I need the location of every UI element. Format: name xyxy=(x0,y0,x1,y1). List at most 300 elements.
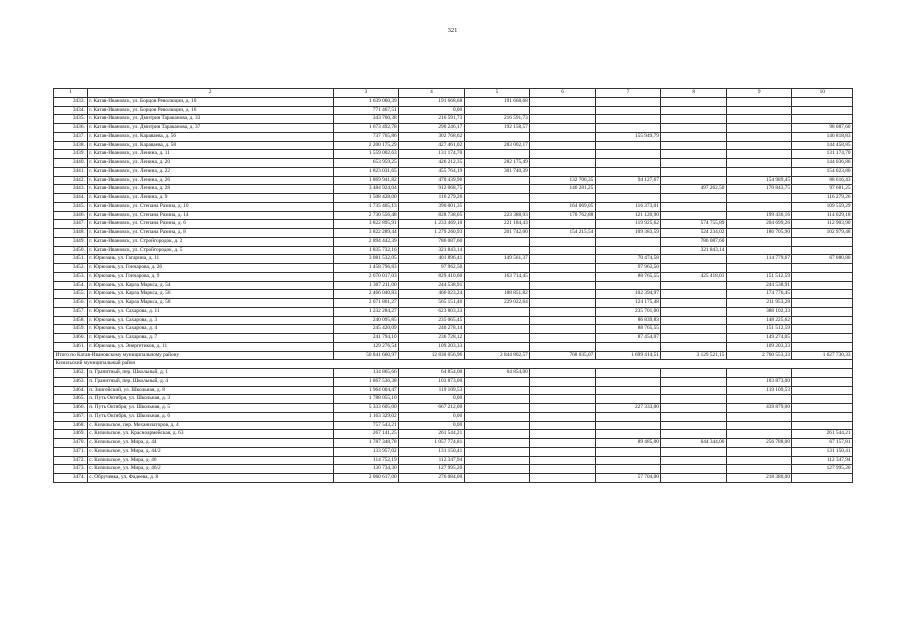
amount-cell xyxy=(661,281,727,290)
amount-cell xyxy=(661,474,727,483)
amount-cell xyxy=(530,325,596,334)
amount-cell xyxy=(661,97,727,106)
amount-cell: 565 151,40 xyxy=(399,299,465,308)
address-cell: г. Юрюзань, ул. Сахарова, д. 11 xyxy=(87,307,333,316)
amount-cell xyxy=(661,211,727,220)
table-row xyxy=(54,290,853,299)
address-cell: г. Катав-Ивановск, ул. Дмитрия Тараканова, д. 33 xyxy=(87,115,333,124)
table-row xyxy=(54,115,853,124)
amount-cell xyxy=(530,194,596,203)
table-row xyxy=(54,272,853,281)
amount-cell xyxy=(726,115,792,124)
amount-cell xyxy=(726,97,792,106)
row-number: 3454. xyxy=(54,281,88,290)
row-number: 3465. xyxy=(54,395,88,404)
amount-cell: 154 989,45 xyxy=(726,176,792,185)
amount-cell xyxy=(661,307,727,316)
amount-cell: 236 728,12 xyxy=(399,334,465,343)
amount-cell: 112 347,94 xyxy=(792,456,853,465)
row-number: 3445. xyxy=(54,202,88,211)
amount-cell: 131 150,41 xyxy=(399,447,465,456)
amount-cell: 1 735 405,13 xyxy=(333,202,399,211)
amount-cell: 283 002,17 xyxy=(464,141,530,150)
amount-cell xyxy=(792,290,853,299)
amount-cell: 2 670 017,03 xyxy=(333,272,399,281)
amount-cell: 1 869 941,82 xyxy=(333,176,399,185)
amount-cell: 67 080,80 xyxy=(792,255,853,264)
amount-cell: 425 418,01 xyxy=(661,272,727,281)
amount-cell: 116 373,01 xyxy=(595,202,661,211)
address-cell: г. Катав-Ивановск, ул. Караваева, д. 56 xyxy=(87,132,333,141)
amount-cell xyxy=(595,185,661,194)
amount-cell: 321 843,14 xyxy=(399,246,465,255)
table-row xyxy=(54,281,853,290)
address-cell: г. Катав-Ивановск, ул. Степана Разина, д. 8 xyxy=(87,229,333,238)
row-number: 3439. xyxy=(54,150,88,159)
amount-cell xyxy=(792,386,853,395)
address-cell: г. Катав-Ивановск, ул. Караваева, д. 58 xyxy=(87,141,333,150)
amount-cell: 97 962,50 xyxy=(399,264,465,273)
amount-cell xyxy=(464,176,530,185)
row-number: 3452. xyxy=(54,264,88,273)
page-number: 321 xyxy=(447,27,458,34)
amount-cell xyxy=(464,465,530,474)
address-cell: г. Юрюзань, ул. Сахарова, д. 4 xyxy=(87,325,333,334)
table-row xyxy=(54,342,853,351)
amount-cell xyxy=(530,299,596,308)
amount-cell xyxy=(530,132,596,141)
amount-cell xyxy=(530,386,596,395)
address-cell: с. Кизильское, ул. Мира, д. 46/2 xyxy=(87,465,333,474)
amount-cell: 644 344,00 xyxy=(661,439,727,448)
amount-cell: 828 738,05 xyxy=(399,211,465,220)
table-row xyxy=(54,334,853,343)
row-number: 3473. xyxy=(54,465,88,474)
table-row xyxy=(54,106,853,115)
amount-cell: 151 512,59 xyxy=(726,272,792,281)
amount-cell xyxy=(595,237,661,246)
table-row xyxy=(54,395,853,404)
amount-cell xyxy=(464,316,530,325)
amount-cell xyxy=(661,369,727,378)
amount-cell: 132 706,35 xyxy=(530,176,596,185)
amount-cell: 343 760,38 xyxy=(333,115,399,124)
amount-cell xyxy=(726,132,792,141)
total-cell: 12 830 056,96 xyxy=(399,351,465,360)
address-cell: г. Катав-Ивановск, ул. Степана Разина, д. 6 xyxy=(87,220,333,229)
amount-cell: 2 466 040,83 xyxy=(333,290,399,299)
address-cell: с. Кизильское, пер. Механизаторов, д. 4 xyxy=(87,421,333,430)
amount-cell: 134 865,66 xyxy=(333,369,399,378)
row-number: 3471. xyxy=(54,447,88,456)
row-number: 3440. xyxy=(54,159,88,168)
address-cell: г. Юрюзань, ул. Карла Маркса, д. 54 xyxy=(87,281,333,290)
address-cell: г. Катав-Ивановск, ул. Степана Разина, д. 14 xyxy=(87,211,333,220)
amount-cell: 388 102,33 xyxy=(726,307,792,316)
amount-cell xyxy=(530,456,596,465)
row-number: 3455. xyxy=(54,290,88,299)
row-number: 3442. xyxy=(54,176,88,185)
amount-cell: 164 069,05 xyxy=(530,202,596,211)
amount-cell xyxy=(661,176,727,185)
amount-cell: 757 543,21 xyxy=(333,421,399,430)
amount-cell: 188 851,82 xyxy=(464,290,530,299)
amount-cell: 524 234,02 xyxy=(661,229,727,238)
amount-cell: 3 822 895,91 xyxy=(333,220,399,229)
amount-cell: 218 380,00 xyxy=(726,474,792,483)
amount-cell xyxy=(792,334,853,343)
amount-cell: 1 788 055,10 xyxy=(333,395,399,404)
amount-cell: 282 175,49 xyxy=(464,159,530,168)
amount-cell xyxy=(726,150,792,159)
total-cell: 2 844 802,57 xyxy=(464,351,530,360)
table-row xyxy=(54,439,853,448)
amount-cell xyxy=(464,281,530,290)
table-row xyxy=(54,176,853,185)
amount-cell xyxy=(464,246,530,255)
amount-cell: 737 765,86 xyxy=(333,132,399,141)
amount-cell xyxy=(530,159,596,168)
table-row xyxy=(54,255,853,264)
amount-cell: 390 001,35 xyxy=(399,202,465,211)
amount-cell: 57 704,00 xyxy=(595,474,661,483)
amount-cell xyxy=(661,194,727,203)
amount-cell xyxy=(661,430,727,439)
amount-cell xyxy=(595,141,661,150)
amount-cell: 114 029,18 xyxy=(792,211,853,220)
amount-cell: 261 544,21 xyxy=(792,430,853,439)
address-cell: п. Путь Октября, ул. Школьная, д. 5 xyxy=(87,404,333,413)
amount-cell: 221 184,43 xyxy=(464,220,530,229)
amount-cell xyxy=(661,325,727,334)
amount-cell: 67 157,81 xyxy=(792,439,853,448)
amount-cell xyxy=(661,264,727,273)
column-number-cell: 9 xyxy=(726,89,792,98)
column-number-cell: 5 xyxy=(464,89,530,98)
amount-cell: 88 616,43 xyxy=(792,176,853,185)
table-row xyxy=(54,211,853,220)
row-number: 3437. xyxy=(54,132,88,141)
amount-cell xyxy=(530,412,596,421)
amount-cell xyxy=(661,386,727,395)
address-cell: г. Катав-Ивановск, ул. Стройгородок, д. 2 xyxy=(87,237,333,246)
amount-cell xyxy=(792,281,853,290)
amount-cell: 2 894 442,39 xyxy=(333,237,399,246)
amount-cell: 2 730 556,48 xyxy=(333,211,399,220)
table-row xyxy=(54,246,853,255)
amount-cell xyxy=(595,106,661,115)
amount-cell xyxy=(792,395,853,404)
amount-cell xyxy=(661,141,727,150)
amount-cell: 3 081 532,05 xyxy=(333,255,399,264)
amount-cell: 653 959,25 xyxy=(333,159,399,168)
amount-cell: 186 705,90 xyxy=(726,229,792,238)
amount-cell xyxy=(464,106,530,115)
amount-cell: 112 347,94 xyxy=(399,456,465,465)
table-row xyxy=(54,220,853,229)
amount-cell: 227 333,00 xyxy=(595,404,661,413)
amount-cell: 455 764,19 xyxy=(399,167,465,176)
amount-cell xyxy=(726,430,792,439)
amount-cell xyxy=(792,404,853,413)
amount-cell xyxy=(464,325,530,334)
amount-cell xyxy=(595,465,661,474)
amount-cell xyxy=(595,281,661,290)
address-cell: г. Катав-Ивановск, ул. Ленина, д. 28 xyxy=(87,185,333,194)
table-row xyxy=(54,421,853,430)
amount-cell xyxy=(661,132,727,141)
amount-cell xyxy=(726,421,792,430)
amount-cell: 301 740,39 xyxy=(464,167,530,176)
data-table xyxy=(53,88,853,483)
column-number-cell: 4 xyxy=(399,89,465,98)
address-cell: г. Катав-Ивановск, ул. Борцов Революции, д. 16 xyxy=(87,106,333,115)
amount-cell xyxy=(726,369,792,378)
amount-cell: 240 095,85 xyxy=(333,316,399,325)
amount-cell: 1 823 031,65 xyxy=(333,167,399,176)
amount-cell xyxy=(661,421,727,430)
amount-cell: 109 383,59 xyxy=(595,229,661,238)
table-row xyxy=(54,141,853,150)
amount-cell xyxy=(661,395,727,404)
amount-cell xyxy=(661,334,727,343)
amount-cell xyxy=(530,307,596,316)
row-number: 3468. xyxy=(54,421,88,430)
amount-cell: 5 333 605,00 xyxy=(333,404,399,413)
amount-cell: 174 776,45 xyxy=(726,290,792,299)
amount-cell: 163 714,45 xyxy=(464,272,530,281)
row-number: 3462. xyxy=(54,369,88,378)
amount-cell xyxy=(661,465,727,474)
amount-cell xyxy=(595,369,661,378)
address-cell: п. Путь Октября, ул. Школьная, д. 6 xyxy=(87,412,333,421)
address-cell: г. Юрюзань, ул. Сахарова, д. 7 xyxy=(87,334,333,343)
row-number: 3435. xyxy=(54,115,88,124)
amount-cell: 290 246,17 xyxy=(399,124,465,133)
amount-cell: 401 896,41 xyxy=(399,255,465,264)
amount-cell xyxy=(530,237,596,246)
amount-cell: 0,00 xyxy=(399,421,465,430)
address-cell: г. Катав-Ивановск, ул. Степана Разина, д. 10 xyxy=(87,202,333,211)
address-cell: п. Гранитный, пер. Школьный, д. 4 xyxy=(87,377,333,386)
amount-cell: 70 474,58 xyxy=(595,255,661,264)
amount-cell: 2 200 175,29 xyxy=(333,141,399,150)
table-row xyxy=(54,369,853,378)
amount-cell: 470 439,90 xyxy=(399,176,465,185)
amount-cell: 114 779,67 xyxy=(726,255,792,264)
amount-cell: 574 755,89 xyxy=(661,220,727,229)
amount-cell: 149 274,05 xyxy=(726,334,792,343)
amount-cell xyxy=(595,412,661,421)
table-row xyxy=(54,194,853,203)
amount-cell: 151 512,59 xyxy=(726,325,792,334)
amount-cell: 1 307 211,00 xyxy=(333,281,399,290)
address-cell: г. Юрюзань, ул. Гончарова, д. 26 xyxy=(87,264,333,273)
amount-cell: 154 023,80 xyxy=(792,167,853,176)
amount-cell xyxy=(661,290,727,299)
amount-cell xyxy=(464,237,530,246)
amount-cell: 109 559,29 xyxy=(792,202,853,211)
amount-cell xyxy=(792,307,853,316)
table-row xyxy=(54,264,853,273)
section-title: Кизильский муниципальный район xyxy=(54,360,853,369)
row-number: 3450. xyxy=(54,246,88,255)
amount-cell xyxy=(530,264,596,273)
amount-cell xyxy=(530,421,596,430)
amount-cell: 623 803,33 xyxy=(399,307,465,316)
amount-cell: 240 278,14 xyxy=(399,325,465,334)
amount-cell: 116 279,26 xyxy=(792,194,853,203)
amount-cell: 245 420,09 xyxy=(333,325,399,334)
address-cell: г. Юрюзань, ул. Гончарова, д. 9 xyxy=(87,272,333,281)
amount-cell: 229 022,64 xyxy=(464,299,530,308)
amount-cell xyxy=(530,141,596,150)
address-cell: с. Кизильское, ул. Мира, д. 44/2 xyxy=(87,447,333,456)
amount-cell xyxy=(530,316,596,325)
amount-cell xyxy=(726,465,792,474)
address-cell: г. Юрюзань, ул. Карла Маркса, д. 58 xyxy=(87,299,333,308)
amount-cell xyxy=(464,421,530,430)
total-cell: 1 627 730,33 xyxy=(792,351,853,360)
amount-cell: 235 065,45 xyxy=(399,316,465,325)
address-cell: г. Катав-Ивановск, ул. Стройгородок, д. 5 xyxy=(87,246,333,255)
amount-cell xyxy=(464,132,530,141)
amount-cell xyxy=(595,456,661,465)
address-cell: с. Кизильское, ул. Мира, д. 46 xyxy=(87,456,333,465)
row-number: 3466. xyxy=(54,404,88,413)
amount-cell: 261 544,21 xyxy=(399,430,465,439)
row-number: 3448. xyxy=(54,229,88,238)
amount-cell xyxy=(595,342,661,351)
amount-cell xyxy=(464,202,530,211)
table-row xyxy=(54,377,853,386)
row-number: 3470. xyxy=(54,439,88,448)
table-row xyxy=(54,386,853,395)
total-row xyxy=(54,351,853,360)
table-row xyxy=(54,229,853,238)
amount-cell: 211 953,28 xyxy=(726,299,792,308)
address-cell: г. Катав-Ивановск, ул. Ленина, д. 20 xyxy=(87,159,333,168)
table-row xyxy=(54,465,853,474)
amount-cell xyxy=(792,412,853,421)
amount-cell: 786 087,60 xyxy=(399,237,465,246)
amount-cell xyxy=(464,412,530,421)
column-number-cell: 10 xyxy=(792,89,853,98)
amount-cell: 216 591,73 xyxy=(399,115,465,124)
amount-cell xyxy=(661,377,727,386)
amount-cell xyxy=(792,264,853,273)
amount-cell xyxy=(726,456,792,465)
amount-cell xyxy=(464,377,530,386)
total-cell: 768 035,07 xyxy=(530,351,596,360)
amount-cell xyxy=(792,106,853,115)
amount-cell: 302 768,62 xyxy=(399,132,465,141)
row-number: 3447. xyxy=(54,220,88,229)
amount-cell xyxy=(792,325,853,334)
amount-cell: 3 822 289,44 xyxy=(333,229,399,238)
amount-cell: 148 225,62 xyxy=(726,316,792,325)
amount-cell: 201 742,00 xyxy=(464,229,530,238)
amount-cell: 131 174,70 xyxy=(792,150,853,159)
address-cell: п. Путь Октября, ул. Школьная, д. 3 xyxy=(87,395,333,404)
amount-cell xyxy=(530,272,596,281)
amount-cell xyxy=(792,299,853,308)
amount-cell xyxy=(661,150,727,159)
amount-cell: 127 995,20 xyxy=(399,465,465,474)
amount-cell: 276 084,00 xyxy=(399,474,465,483)
amount-cell: 89 485,00 xyxy=(595,439,661,448)
table-row xyxy=(54,412,853,421)
amount-cell: 2 671 861,27 xyxy=(333,299,399,308)
address-cell: г. Юрюзань, ул. Энергетиков, д. 11 xyxy=(87,342,333,351)
row-number: 3464. xyxy=(54,386,88,395)
amount-cell xyxy=(726,159,792,168)
amount-cell xyxy=(661,159,727,168)
table-row xyxy=(54,447,853,456)
amount-cell: 1 559 002,63 xyxy=(333,150,399,159)
amount-cell xyxy=(661,124,727,133)
row-number: 3459. xyxy=(54,325,88,334)
amount-cell: 97 681,25 xyxy=(792,185,853,194)
table-row xyxy=(54,325,853,334)
amount-cell: 116 279,26 xyxy=(399,194,465,203)
amount-cell: 119 925,62 xyxy=(595,220,661,229)
amount-cell: 102 979,48 xyxy=(792,229,853,238)
amount-cell xyxy=(464,447,530,456)
table-row xyxy=(54,307,853,316)
amount-cell: 1 673 492,78 xyxy=(333,124,399,133)
amount-cell: 131 174,70 xyxy=(399,150,465,159)
amount-cell xyxy=(530,167,596,176)
amount-cell xyxy=(464,386,530,395)
amount-cell xyxy=(464,474,530,483)
amount-cell xyxy=(530,342,596,351)
total-cell: 3 129 521,15 xyxy=(661,351,727,360)
address-cell: с. Кизильское, ул. Мира, д. 44 xyxy=(87,439,333,448)
amount-cell xyxy=(595,194,661,203)
row-number: 3467. xyxy=(54,412,88,421)
amount-cell xyxy=(792,369,853,378)
amount-cell: 124 175,48 xyxy=(595,299,661,308)
amount-cell xyxy=(530,246,596,255)
amount-cell xyxy=(595,430,661,439)
amount-cell xyxy=(530,290,596,299)
row-number: 3444. xyxy=(54,194,88,203)
amount-cell: 244 538,91 xyxy=(399,281,465,290)
address-cell: г. Юрюзань, ул. Карла Маркса, д. 56 xyxy=(87,290,333,299)
amount-cell xyxy=(792,97,853,106)
amount-cell xyxy=(792,421,853,430)
amount-cell xyxy=(530,220,596,229)
row-number: 3474. xyxy=(54,474,88,483)
address-cell: п. Гранитный, пер. Школьный, д. 1 xyxy=(87,369,333,378)
table-row xyxy=(54,430,853,439)
column-number-row xyxy=(54,89,853,98)
amount-cell xyxy=(464,264,530,273)
amount-cell: 497 262,50 xyxy=(661,185,727,194)
amount-cell xyxy=(595,97,661,106)
amount-cell xyxy=(595,150,661,159)
amount-cell: 771 467,51 xyxy=(333,106,399,115)
amount-cell: 109 203,33 xyxy=(726,342,792,351)
amount-cell xyxy=(726,246,792,255)
amount-cell xyxy=(530,97,596,106)
amount-cell: 0,00 xyxy=(399,395,465,404)
row-number: 3438. xyxy=(54,141,88,150)
amount-cell: 426 212,35 xyxy=(399,159,465,168)
amount-cell: 667 212,00 xyxy=(399,404,465,413)
amount-cell: 321 843,14 xyxy=(661,246,727,255)
